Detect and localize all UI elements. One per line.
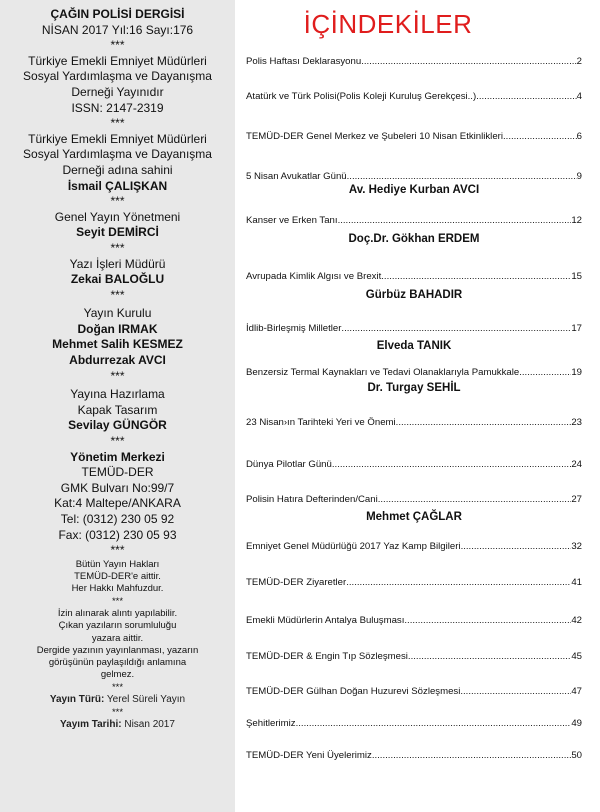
publisher-line: Türkiye Emekli Emniyet Müdürleri — [28, 53, 207, 68]
toc-leader-dots — [296, 718, 572, 730]
toc-entry-page: 32 — [571, 541, 582, 552]
board-member: Mehmet Salih KESMEZ — [52, 337, 183, 352]
toc-entry-author: Av. Hediye Kurban AVCI — [348, 184, 480, 196]
toc-entry — [246, 686, 582, 698]
colophon-panel — [0, 0, 235, 812]
toc-leader-dots — [347, 171, 577, 183]
toc-entry-page: 47 — [571, 686, 582, 697]
owner-line: Türkiye Emekli Emniyet Müdürleri — [28, 131, 207, 146]
toc-entry — [246, 91, 582, 103]
note-line: gelmez. — [100, 669, 135, 681]
separator: *** — [110, 368, 125, 383]
prep-label: Yayına Hazırlama — [70, 387, 165, 402]
editor-label: Yazı İşleri Müdürü — [69, 256, 166, 271]
toc-entry — [246, 171, 582, 183]
publisher-line: Sosyal Yardımlaşma ve Dayanışma — [23, 69, 212, 84]
toc-entry-title: Emekli Müdürlerin Antalya Buluşması — [246, 615, 405, 626]
toc-entry-title: Atatürk ve Türk Polisi(Polis Koleji Kuruluş Gerekçesi..) — [246, 91, 477, 102]
toc-entry-page: 41 — [571, 577, 582, 588]
cover-label: Kapak Tasarım — [77, 402, 158, 417]
owner-name: İsmail ÇALIŞKAN — [67, 178, 168, 193]
toc-entry — [246, 718, 582, 730]
toc-entry — [246, 577, 582, 589]
magazine-name: ÇAĞIN POLİSİ DERGİSİ — [50, 7, 185, 21]
toc-entry-title: TEMÜD-DER Gülhan Doğan Huzurevi Sözleşmesi — [246, 686, 461, 697]
toc-entry-title: Kanser ve Erken Tanı — [246, 215, 338, 226]
issue-info: NİSAN 2017 Yıl:16 Sayı:176 — [41, 22, 194, 37]
toc-entry-title: TEMÜD-DER Ziyaretler — [246, 577, 347, 588]
note-line: İzin alınarak alıntı yapılabilir. — [57, 607, 178, 619]
toc-entry-page: 42 — [571, 615, 582, 626]
board-label: Yayın Kurulu — [83, 306, 152, 321]
note-line: Dergide yazının yayınlanması, yazarın — [36, 644, 199, 656]
board-member: Abdurrezak AVCI — [69, 353, 166, 368]
note-line: yazara aittir. — [91, 632, 144, 644]
note-line: Çıkan yazıların sorumluluğu — [58, 620, 177, 632]
address-line: Kat:4 Maltepe/ANKARA — [54, 496, 181, 511]
toc-entry-page: 4 — [576, 91, 582, 102]
toc-leader-dots — [338, 215, 572, 227]
toc-entry — [246, 750, 582, 762]
toc-entry-title: TEMÜD-DER & Engin Tıp Sözleşmesi — [246, 651, 408, 662]
toc-entry-page: 9 — [576, 171, 582, 182]
separator: *** — [110, 38, 125, 53]
separator: *** — [110, 116, 125, 131]
toc-entry-page: 12 — [571, 215, 582, 226]
toc-entry — [246, 541, 582, 553]
toc-leader-dots — [372, 750, 572, 762]
toc-entry-page: 45 — [571, 651, 582, 662]
editor-name: Zekai BALOĞLU — [70, 272, 165, 287]
toc-leader-dots — [408, 651, 571, 663]
toc-entry-title: Şehitlerimiz — [246, 718, 296, 729]
toc-entry — [246, 271, 582, 283]
publisher-line: Derneği Yayınıdır — [71, 84, 164, 99]
rights-line: TEMÜD-DER'e aittir. — [74, 571, 161, 583]
toc-leader-dots — [341, 323, 571, 335]
toc-entry-title: Avrupada Kimlik Algısı ve Brexit — [246, 271, 382, 282]
toc-leader-dots — [346, 577, 571, 589]
toc-title: İÇİNDEKİLER — [303, 9, 473, 39]
toc-entry — [246, 131, 582, 143]
separator: *** — [111, 706, 124, 718]
designer-name: Sevilay GÜNGÖR — [68, 418, 167, 433]
rights-line: Her Hakkı Mahfuzdur. — [71, 583, 164, 595]
toc-leader-dots — [404, 615, 571, 627]
toc-entry — [246, 367, 582, 379]
toc-leader-dots — [361, 56, 576, 68]
toc-entry-page: 6 — [576, 131, 582, 142]
toc-entry-page: 27 — [571, 494, 582, 505]
separator: *** — [110, 434, 125, 449]
toc-leader-dots — [476, 91, 577, 103]
toc-entry-page: 23 — [571, 417, 582, 428]
toc-entry — [246, 651, 582, 663]
toc-leader-dots — [461, 541, 572, 553]
general-manager-label: Genel Yayın Yönetmeni — [54, 209, 181, 224]
separator: *** — [110, 240, 125, 255]
toc-entry-author: Elveda TANIK — [376, 340, 452, 352]
toc-entry-page: 17 — [571, 323, 582, 334]
separator: *** — [110, 543, 125, 558]
toc-entry-title: Dünya Pilotlar Günü — [246, 459, 332, 470]
toc-entry-title: 5 Nisan Avukatlar Günü — [246, 171, 347, 182]
toc-entry-page: 50 — [571, 750, 582, 761]
issn: ISSN: 2147-2319 — [71, 100, 164, 115]
publication-date: Yayım Tarihi: Nisan 2017 — [60, 718, 175, 730]
toc-entry-title: 23 Nisan›ın Tarihteki Yeri ve Önemi — [246, 417, 396, 428]
toc-entry-title: Polis Haftası Deklarasyonu — [246, 56, 362, 67]
separator: *** — [111, 681, 124, 693]
toc-entry-page: 49 — [571, 718, 582, 729]
separator: *** — [111, 595, 124, 607]
toc-leader-dots — [519, 367, 571, 379]
toc-entry-title: TEMÜD-DER Yeni Üyelerimiz — [246, 750, 372, 761]
toc-leader-dots — [381, 271, 571, 283]
toc-entry-page: 15 — [571, 271, 582, 282]
note-line: görüşünün paylaşıldığı anlamına — [48, 657, 187, 669]
toc-leader-dots — [503, 131, 577, 143]
separator: *** — [110, 287, 125, 302]
separator: *** — [110, 194, 125, 209]
office-label: Yönetim Merkezi — [70, 449, 165, 464]
board-member: Doğan IRMAK — [77, 321, 158, 336]
toc-entry-title: Benzersiz Termal Kaynakları ve Tedavi Olanaklarıyla Pamukkale — [246, 367, 520, 378]
toc-entry-author: Gürbüz BAHADIR — [365, 289, 463, 301]
toc-entry — [246, 615, 582, 627]
publication-type: Yayın Türü: Yerel Süreli Yayın — [49, 694, 186, 706]
toc-entry — [246, 56, 582, 68]
address-line: GMK Bulvarı No:99/7 — [60, 480, 175, 495]
toc-entry-author: Mehmet ÇAĞLAR — [366, 511, 462, 523]
owner-line: Sosyal Yardımlaşma ve Dayanışma — [23, 147, 212, 162]
toc-entry-author: Doç.Dr. Gökhan ERDEM — [348, 233, 480, 245]
toc-entry — [246, 417, 582, 429]
phone: Tel: (0312) 230 05 92 — [60, 512, 175, 526]
owner-line: Derneği adına sahini — [62, 162, 173, 177]
office-org: TEMÜD-DER — [81, 465, 154, 480]
toc-leader-dots — [378, 494, 572, 506]
toc-entry-title: Emniyet Genel Müdürlüğü 2017 Yaz Kamp Bilgileri — [246, 541, 461, 552]
toc-entry-title: TEMÜD-DER Genel Merkez ve Şubeleri 10 Nisan Etkinlikleri — [246, 131, 503, 142]
toc-entry-page: 2 — [576, 56, 582, 67]
toc-entry-page: 19 — [571, 367, 582, 378]
toc-entry-title: Polisin Hatıra Defterinden/Cani — [246, 494, 378, 505]
rights-line: Bütün Yayın Hakları — [75, 558, 160, 570]
toc-entry-page: 24 — [571, 459, 582, 470]
toc-entry — [246, 459, 582, 471]
fax: Fax: (0312) 230 05 93 — [58, 527, 177, 542]
colophon — [0, 7, 235, 731]
toc-entry — [246, 494, 582, 506]
toc-entry — [246, 323, 582, 335]
general-manager-name: Seyit DEMİRCİ — [76, 225, 159, 240]
toc-entry — [246, 215, 582, 227]
toc-leader-dots — [396, 417, 572, 429]
toc-leader-dots — [332, 459, 571, 471]
toc-entry-author: Dr. Turgay SEHİL — [367, 382, 461, 394]
toc-entry-title: İdlib-Birleşmiş Milletler — [246, 323, 342, 334]
toc-leader-dots — [460, 686, 571, 698]
